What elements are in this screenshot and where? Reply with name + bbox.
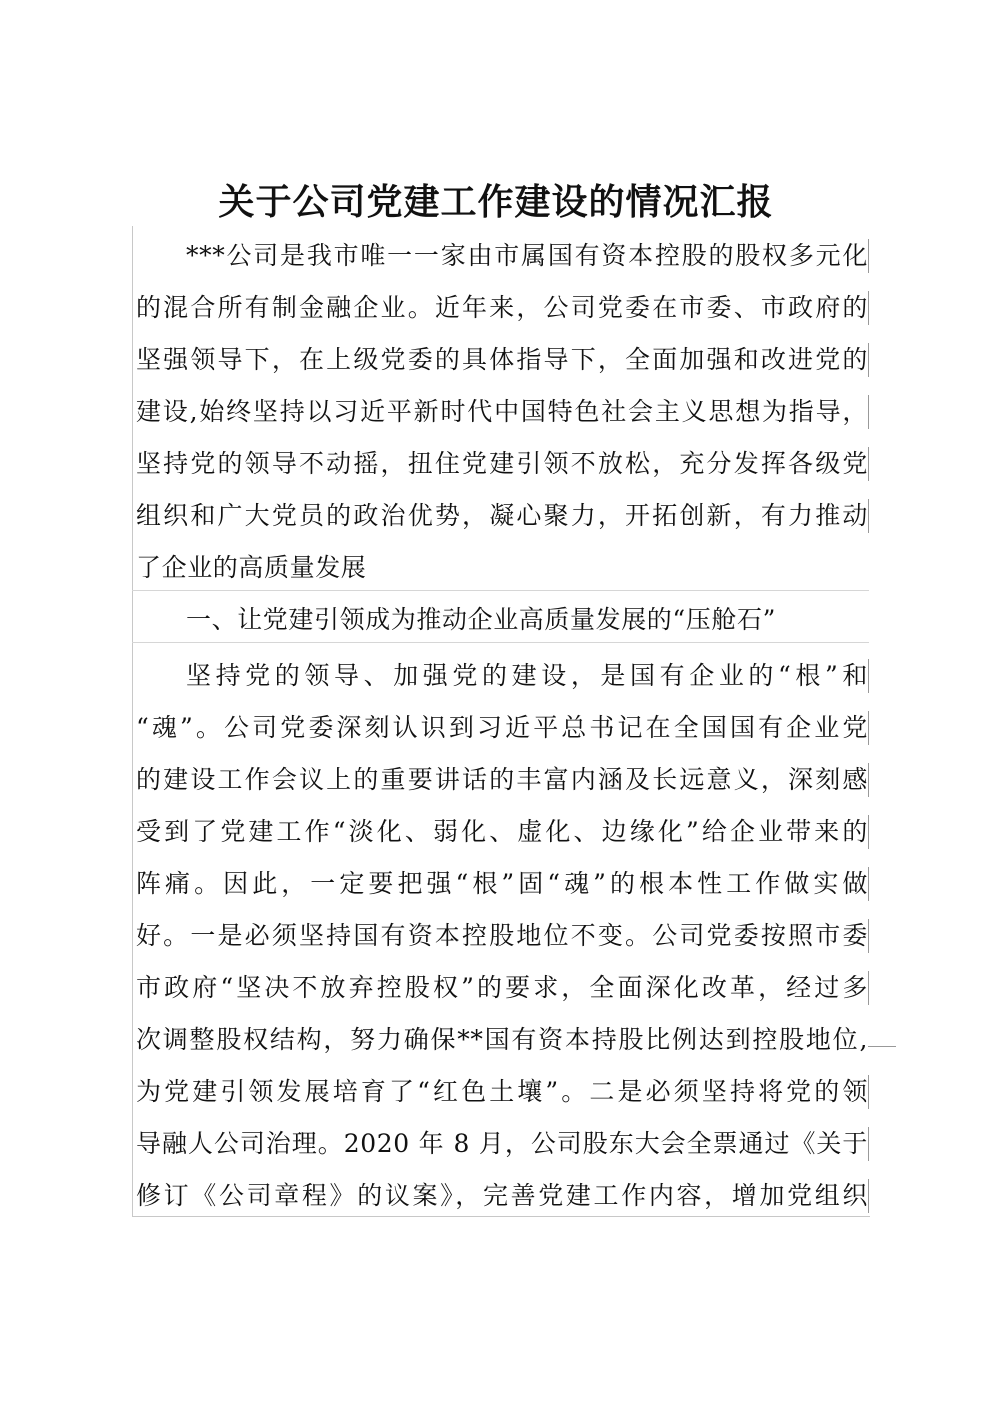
- line-end-mark: [868, 763, 869, 797]
- paragraph-1-line-7: 了企业的高质量发展: [136, 553, 367, 582]
- line-separator: [132, 642, 869, 643]
- paragraph-2-line-5: 阵痛。因此，一定要把强“根”固“魂”的根本性工作做实做: [136, 869, 868, 898]
- paragraph-1-line-6: 组织和广大党员的政治优势，凝心聚力，开拓创新，有力推动: [136, 501, 868, 530]
- paragraph-1-line-4: 建设,始终坚持以习近平新时代中国特色社会主义思想为指导，: [136, 397, 868, 426]
- line-end-mark: [868, 919, 869, 953]
- line-end-mark: [868, 711, 869, 745]
- paragraph-2-line-9: 为党建引领发展培育了“红色土壤”。二是必须坚持将党的领: [136, 1077, 868, 1106]
- line-end-mark: [868, 659, 869, 693]
- tab-mark: [868, 1046, 896, 1047]
- paragraph-2-line-2: “魂”。公司党委深刻认识到习近平总书记在全国国有企业党: [136, 713, 868, 742]
- line-end-mark: [868, 867, 869, 901]
- paragraph-1-line-5: 坚持党的领导不动摇，扭住党建引领不放松，充分发挥各级党: [136, 449, 868, 478]
- line-end-mark: [868, 971, 869, 1005]
- paragraph-2-line-11: 修订《公司章程》的议案》，完善党建工作内容，增加党组织: [136, 1181, 868, 1210]
- paragraph-2-line-8: 次调整股权结构，努力确保**国有资本持股比例达到控股地位,: [136, 1025, 868, 1054]
- paragraph-2-line-1: 坚持党的领导、加强党的建设，是国有企业的“根”和: [186, 661, 868, 690]
- paragraph-2-line-6: 好。一是必须坚持国有资本控股地位不变。公司党委按照市委: [136, 921, 868, 950]
- paragraph-2-line-7: 市政府“坚决不放弃控股权”的要求，全面深化改革，经过多: [136, 973, 868, 1002]
- paragraph-1-line-2: 的混合所有制金融企业。近年来，公司党委在市委、市政府的: [136, 293, 868, 322]
- line-end-mark: [868, 499, 869, 533]
- paragraph-2-line-4: 受到了党建工作“淡化、弱化、虚化、边缘化”给企业带来的: [136, 817, 868, 846]
- paragraph-1-line-3: 坚强领导下，在上级党委的具体指导下，全面加强和改进党的: [136, 345, 868, 374]
- line-end-mark: [868, 1127, 869, 1161]
- line-end-mark: [868, 395, 869, 429]
- paragraph-2-line-3: 的建设工作会议上的重要讲话的丰富内涵及长远意义，深刻感: [136, 765, 868, 794]
- line-end-mark: [868, 447, 869, 481]
- line-end-mark: [868, 1179, 869, 1213]
- line-end-mark: [868, 239, 869, 273]
- paragraph-2-line-10: 导融人公司治理。2020 年 8 月，公司股东大会全票通过《关于: [136, 1129, 868, 1158]
- document-title: 关于公司党建工作建设的情况汇报: [218, 182, 774, 223]
- section-heading-1: 一、让党建引领成为推动企业高质量发展的“压舱石”: [186, 605, 776, 634]
- line-end-mark: [868, 1075, 869, 1109]
- line-end-mark: [868, 291, 869, 325]
- line-separator: [132, 590, 869, 591]
- line-end-mark: [868, 815, 869, 849]
- line-end-mark: [868, 343, 869, 377]
- paragraph-1-line-1: ***公司是我市唯一一家由市属国有资本控股的股权多元化: [186, 241, 868, 270]
